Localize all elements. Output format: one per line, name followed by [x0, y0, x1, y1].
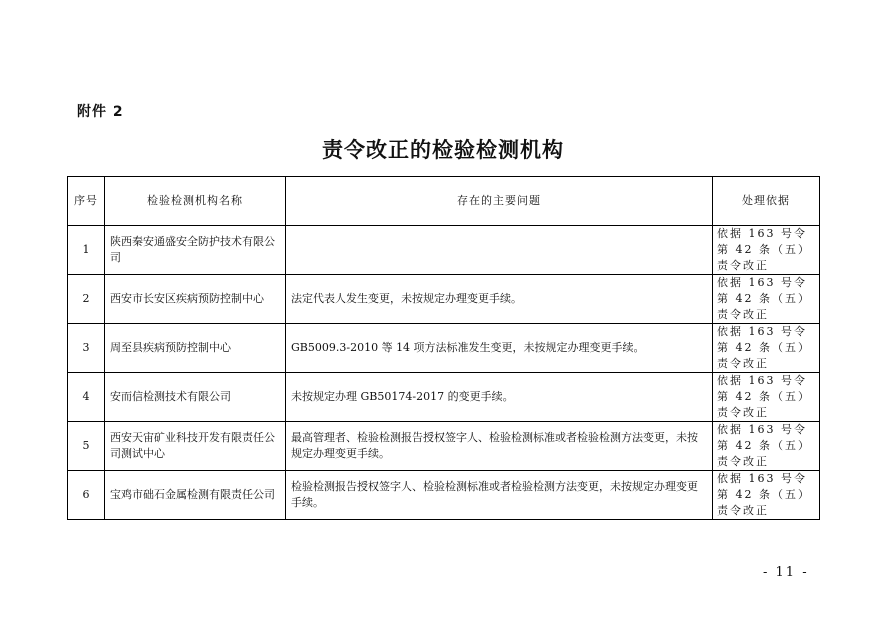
table-row — [68, 373, 820, 422]
table-row — [68, 422, 820, 471]
agency-name: 安而信检测技术有限公司 — [105, 373, 286, 422]
table-header-row — [68, 177, 820, 226]
row-number: 2 — [68, 275, 105, 324]
header-basis: 处理依据 — [713, 177, 820, 226]
agency-table — [67, 176, 820, 520]
attachment-label: 附件 2 — [77, 104, 124, 120]
agency-name: 陕西秦安通盛安全防护技术有限公司 — [105, 226, 286, 275]
row-number: 1 — [68, 226, 105, 275]
table-row — [68, 471, 820, 520]
agency-name: 西安市长安区疾病预防控制中心 — [105, 275, 286, 324]
agency-name: 西安天宙矿业科技开发有限责任公司测试中心 — [105, 422, 286, 471]
header-main-issue: 存在的主要问题 — [286, 177, 713, 226]
document-title: 责令改正的检验检测机构 — [322, 137, 564, 162]
main-issue — [286, 226, 713, 275]
handling-basis: 依据 163 号令第 42 条（五）责令改正 — [713, 226, 820, 275]
header-no: 序号 — [68, 177, 105, 226]
row-number: 3 — [68, 324, 105, 373]
table-row — [68, 226, 820, 275]
agency-name: 周至县疾病预防控制中心 — [105, 324, 286, 373]
agency-name: 宝鸡市础石金属检测有限责任公司 — [105, 471, 286, 520]
handling-basis: 依据 163 号令第 42 条（五）责令改正 — [713, 422, 820, 471]
handling-basis: 依据 163 号令第 42 条（五）责令改正 — [713, 275, 820, 324]
handling-basis: 依据 163 号令第 42 条（五）责令改正 — [713, 471, 820, 520]
table-row — [68, 324, 820, 373]
main-issue: 检验检测报告授权签字人、检验检测标准或者检验检测方法变更，未按规定办理变更手续。 — [286, 471, 713, 520]
handling-basis: 依据 163 号令第 42 条（五）责令改正 — [713, 373, 820, 422]
table-row — [68, 275, 820, 324]
page-number: - 11 - — [763, 565, 809, 580]
main-issue: 法定代表人发生变更，未按规定办理变更手续。 — [286, 275, 713, 324]
row-number: 5 — [68, 422, 105, 471]
handling-basis: 依据 163 号令第 42 条（五）责令改正 — [713, 324, 820, 373]
main-issue: GB5009.3-2010 等 14 项方法标准发生变更，未按规定办理变更手续。 — [286, 324, 713, 373]
row-number: 6 — [68, 471, 105, 520]
main-issue: 最高管理者、检验检测报告授权签字人、检验检测标准或者检验检测方法变更，未按规定办理变更手续。 — [286, 422, 713, 471]
row-number: 4 — [68, 373, 105, 422]
header-agency-name: 检验检测机构名称 — [105, 177, 286, 226]
main-issue: 未按规定办理 GB50174-2017 的变更手续。 — [286, 373, 713, 422]
